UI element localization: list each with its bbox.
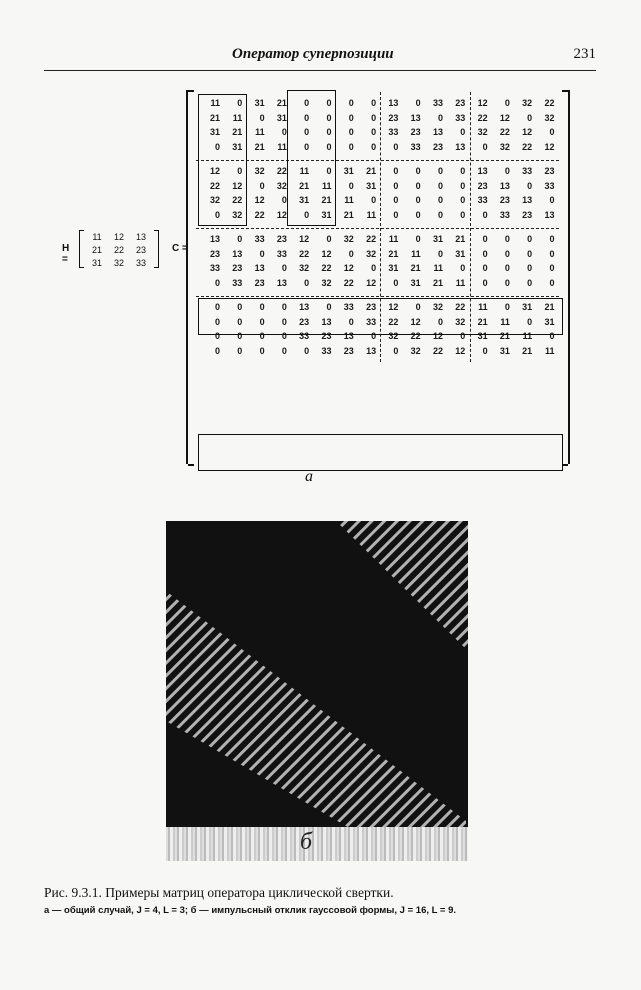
c-matrix-cell: 31	[477, 331, 488, 341]
c-matrix-cell: 13	[410, 112, 421, 123]
c-matrix-cell: 23	[388, 112, 399, 123]
c-matrix-cell: 0	[259, 302, 265, 312]
c-matrix-cell: 0	[504, 277, 510, 288]
c-matrix-cell: 33	[455, 112, 466, 123]
page-number: 231	[573, 46, 596, 62]
c-matrix-cell: 33	[432, 98, 443, 108]
c-matrix-cell: 0	[371, 112, 377, 123]
running-header	[44, 46, 596, 71]
c-matrix-cell: 31	[299, 195, 310, 205]
c-matrix-cell: 13	[209, 234, 220, 244]
c-matrix-cell: 12	[522, 127, 533, 137]
c-matrix-cell: 0	[504, 166, 510, 176]
c-matrix-cell: 21	[432, 277, 443, 288]
c-matrix-cell: 23	[299, 316, 310, 327]
c-matrix-cell: 23	[343, 345, 354, 356]
c-matrix-cell: 0	[304, 112, 310, 123]
c-matrix-cell: 13	[455, 141, 466, 152]
highlight-row-block	[198, 298, 563, 335]
h-matrix-cell: 11	[92, 232, 102, 242]
c-matrix-cell: 32	[209, 195, 220, 205]
c-matrix-cell: 0	[348, 248, 354, 259]
c-matrix-cell: 0	[437, 248, 443, 259]
c-matrix-cell: 0	[415, 98, 421, 108]
c-matrix-cell: 22	[276, 166, 287, 176]
c-matrix-cell: 11	[255, 127, 265, 137]
c-matrix-cell: 12	[366, 277, 377, 288]
c-matrix-cell: 0	[549, 263, 555, 273]
c-matrix-cell: 31	[366, 180, 377, 191]
c-matrix-cell: 0	[326, 302, 332, 312]
c-matrix-cell: 0	[504, 248, 510, 259]
h-matrix-brackets	[79, 230, 159, 268]
c-matrix-cell: 0	[214, 302, 220, 312]
c-matrix-cell: 22	[432, 345, 443, 356]
c-matrix-cell: 12	[410, 316, 421, 327]
c-matrix-cell: 32	[522, 98, 533, 108]
c-matrix-cell: 0	[371, 141, 377, 152]
c-matrix-cell: 0	[482, 263, 488, 273]
c-matrix-cell: 22	[343, 277, 354, 288]
c-matrix-cell: 0	[393, 195, 399, 205]
c-matrix-cell: 22	[388, 316, 399, 327]
c-matrix-cell: 21	[522, 345, 533, 356]
c-matrix-cell: 0	[527, 180, 533, 191]
c-matrix-cell: 21	[232, 127, 243, 137]
c-matrix-cell: 0	[482, 277, 488, 288]
c-matrix-cell: 0	[460, 209, 466, 220]
c-matrix-cell: 23	[455, 98, 466, 108]
block-separator-horizontal	[196, 296, 559, 297]
c-matrix-cell: 0	[437, 209, 443, 220]
c-matrix-cell: 12	[276, 209, 287, 220]
highlight-column-block	[287, 90, 336, 226]
c-matrix-cell: 0	[304, 141, 310, 152]
c-matrix-cell: 12	[254, 195, 265, 205]
c-matrix-cell: 21	[455, 234, 466, 244]
c-matrix-cell: 0	[549, 127, 555, 137]
c-matrix-cell: 0	[326, 234, 332, 244]
c-matrix-cell: 0	[549, 195, 555, 205]
h-matrix-cell: 13	[135, 232, 146, 242]
c-matrix-cell: 0	[371, 127, 377, 137]
c-matrix-cell: 12	[499, 112, 510, 123]
c-matrix-cell: 0	[549, 234, 555, 244]
c-matrix-cell: 11	[500, 316, 510, 327]
c-matrix-cell: 22	[499, 127, 510, 137]
c-matrix-cell: 0	[504, 234, 510, 244]
c-matrix-cell: 0	[460, 166, 466, 176]
c-matrix-cell: 31	[499, 345, 510, 356]
c-matrix-cell: 0	[237, 302, 243, 312]
c-matrix-cell: 0	[348, 316, 354, 327]
c-matrix-cell: 0	[415, 180, 421, 191]
c-matrix-cell: 13	[232, 248, 243, 259]
h-matrix-cell: 23	[135, 245, 146, 255]
c-matrix-cell: 21	[254, 141, 265, 152]
c-matrix-cell: 0	[237, 234, 243, 244]
c-matrix-cell: 23	[432, 141, 443, 152]
c-matrix-cell: 0	[237, 316, 243, 327]
c-matrix-cell: 23	[276, 234, 287, 244]
c-matrix-cell: 0	[482, 345, 488, 356]
c-matrix-cell: 12	[299, 234, 310, 244]
c-matrix-cell: 22	[410, 331, 421, 341]
c-matrix-cell: 0	[371, 331, 377, 341]
c-matrix-cell: 0	[527, 277, 533, 288]
c-matrix-cell: 0	[259, 345, 265, 356]
block-separator-horizontal	[196, 228, 559, 229]
c-matrix-cell: 0	[527, 248, 533, 259]
c-matrix-cell: 33	[388, 127, 399, 137]
diagonal-stripes-graphic	[166, 521, 468, 861]
c-matrix-cell: 21	[321, 195, 332, 205]
c-matrix-cell: 0	[393, 277, 399, 288]
highlight-column-block	[198, 94, 247, 226]
c-matrix-cell: 13	[276, 277, 287, 288]
c-matrix-cell: 0	[415, 195, 421, 205]
c-matrix-cell: 0	[214, 209, 220, 220]
c-matrix-cell: 0	[259, 180, 265, 191]
c-matrix-cell: 23	[321, 331, 332, 341]
c-matrix-cell: 11	[321, 180, 332, 191]
c-matrix-cell: 21	[366, 166, 377, 176]
c-matrix-cell: 0	[504, 98, 510, 108]
c-matrix-cell: 11	[411, 248, 421, 259]
c-matrix-cell: 23	[209, 248, 220, 259]
c-matrix-cell: 0	[371, 263, 377, 273]
h-matrix-cell: 31	[91, 258, 102, 268]
c-matrix-cell: 33	[366, 316, 377, 327]
c-matrix-cell: 0	[527, 316, 533, 327]
c-matrix-cell: 0	[281, 195, 287, 205]
c-matrix-cell: 12	[477, 98, 488, 108]
c-matrix-cell: 0	[415, 209, 421, 220]
c-matrix-cell: 32	[410, 345, 421, 356]
c-matrix-cell: 11	[388, 234, 399, 244]
c-matrix-cell: 33	[522, 166, 533, 176]
c-matrix-cell: 33	[499, 209, 510, 220]
c-matrix-cell: 31	[232, 141, 243, 152]
c-matrix-cell: 0	[214, 277, 220, 288]
c-matrix-cell: 33	[321, 345, 332, 356]
c-matrix-cell: 33	[343, 302, 354, 312]
c-matrix-cell: 23	[366, 302, 377, 312]
block-separator-horizontal	[196, 160, 559, 161]
c-matrix-cell: 23	[477, 180, 488, 191]
c-matrix-cell: 0	[460, 331, 466, 341]
c-matrix-cell: 32	[455, 316, 466, 327]
c-matrix-cell: 21	[299, 180, 310, 191]
c-matrix-cell: 11	[544, 345, 555, 356]
c-matrix-cell: 23	[232, 263, 243, 273]
c-matrix-cell: 21	[499, 331, 510, 341]
c-matrix-cell: 21	[477, 316, 488, 327]
c-matrix-cell: 0	[437, 180, 443, 191]
c-matrix-cell: 31	[254, 98, 265, 108]
c-matrix-cell: 0	[371, 195, 377, 205]
h-matrix-label: H =	[62, 243, 70, 265]
c-matrix-cell: 31	[209, 127, 220, 137]
c-matrix-cell: 0	[527, 263, 533, 273]
running-title: Оператор суперпозиции	[232, 46, 394, 62]
c-matrix-cell: 31	[544, 316, 555, 327]
c-matrix-cell: 0	[237, 345, 243, 356]
c-matrix-cell: 0	[214, 141, 220, 152]
c-matrix-cell: 0	[259, 248, 265, 259]
c-matrix-cell: 23	[522, 209, 533, 220]
c-matrix-cell: 0	[304, 127, 310, 137]
c-matrix-cell: 0	[415, 302, 421, 312]
c-matrix-cell: 0	[259, 316, 265, 327]
c-matrix-cell: 32	[321, 277, 332, 288]
c-matrix-cell: 31	[455, 248, 466, 259]
c-matrix-cell: 23	[254, 277, 265, 288]
c-matrix-cell: 32	[366, 248, 377, 259]
c-matrix-cell: 23	[410, 127, 421, 137]
c-matrix-cell: 0	[214, 316, 220, 327]
c-matrix-cell: 31	[410, 277, 421, 288]
c-matrix-cell: 0	[504, 263, 510, 273]
c-matrix-cell: 33	[544, 180, 555, 191]
c-matrix-cell: 22	[254, 209, 265, 220]
c-matrix-cell: 32	[388, 331, 399, 341]
c-matrix-cell: 0	[304, 98, 310, 108]
c-matrix-cell: 0	[482, 234, 488, 244]
c-matrix-cell: 22	[209, 180, 220, 191]
c-matrix-cell: 13	[254, 263, 265, 273]
c-matrix-cell: 0	[326, 141, 332, 152]
c-matrix-cell: 13	[343, 331, 354, 341]
c-matrix-cell: 22	[232, 195, 243, 205]
c-matrix-cell: 23	[499, 195, 510, 205]
c-matrix-cell: 0	[437, 195, 443, 205]
c-matrix-cell: 11	[433, 263, 443, 273]
c-matrix-cell: 13	[432, 127, 443, 137]
c-matrix-cell: 21	[388, 248, 399, 259]
c-matrix-cell: 0	[527, 112, 533, 123]
figure-caption-detail: a — общий случай, J = 4, L = 3; б — импульсный отклик гауссовой формы, J = 16, L = 9.	[44, 905, 457, 916]
c-matrix-cell: 0	[237, 98, 243, 108]
h-matrix-cell: 12	[113, 232, 124, 242]
c-matrix-cell: 11	[344, 195, 354, 205]
c-matrix-cell: 0	[393, 209, 399, 220]
c-matrix-cell: 0	[281, 302, 287, 312]
c-matrix-cell: 32	[254, 166, 265, 176]
c-matrix-cell: 0	[348, 98, 354, 108]
highlight-row-block	[198, 434, 563, 471]
c-matrix-cell: 12	[544, 141, 555, 152]
c-matrix-cell: 21	[209, 112, 220, 123]
c-matrix-cell: 0	[214, 345, 220, 356]
c-matrix-cell: 31	[321, 209, 332, 220]
c-matrix-cell: 13	[321, 316, 332, 327]
c-matrix-cell: 12	[455, 345, 466, 356]
c-matrix-cell: 22	[366, 234, 377, 244]
c-matrix-cell: 13	[544, 209, 555, 220]
c-matrix-cell: 11	[478, 302, 488, 312]
c-matrix-cell: 0	[259, 112, 265, 123]
c-matrix-cell: 0	[437, 166, 443, 176]
c-matrix-cell: 0	[281, 127, 287, 137]
c-matrix-cell: 0	[326, 112, 332, 123]
c-matrix-cell: 12	[232, 180, 243, 191]
c-matrix-cell: 0	[460, 127, 466, 137]
c-matrix-label: C =	[172, 243, 188, 254]
c-matrix-cell: 0	[214, 331, 220, 341]
c-matrix-cell: 12	[432, 331, 443, 341]
c-matrix-cell: 32	[432, 302, 443, 312]
c-matrix-cell: 0	[460, 180, 466, 191]
figure-caption: Рис. 9.3.1. Примеры матриц оператора циклической свертки.	[44, 885, 394, 900]
c-matrix-cell: 0	[549, 248, 555, 259]
c-matrix-cell: 31	[343, 166, 354, 176]
c-matrix-cell: 0	[281, 316, 287, 327]
c-matrix-cell: 0	[460, 263, 466, 273]
c-matrix-cell: 13	[499, 180, 510, 191]
c-matrix-cell: 33	[254, 234, 265, 244]
c-matrix-cell: 0	[549, 331, 555, 341]
c-matrix-cell: 0	[415, 234, 421, 244]
c-matrix-cell: 33	[410, 141, 421, 152]
c-matrix-cell: 0	[259, 331, 265, 341]
noise-strip	[166, 827, 468, 861]
c-matrix-cell: 22	[455, 302, 466, 312]
c-matrix-cell: 31	[388, 263, 399, 273]
c-matrix-cell: 0	[326, 166, 332, 176]
c-matrix-cell: 22	[477, 112, 488, 123]
c-matrix-cell: 12	[321, 248, 332, 259]
c-matrix-cell: 33	[276, 248, 287, 259]
c-matrix-cell: 22	[522, 141, 533, 152]
c-matrix-cell: 32	[477, 127, 488, 137]
c-matrix-cell: 12	[388, 302, 399, 312]
c-matrix-cell: 32	[299, 263, 310, 273]
subfigure-label-a: a	[305, 468, 313, 485]
c-matrix-cell: 12	[343, 263, 354, 273]
c-matrix-cell: 0	[393, 166, 399, 176]
impulse-response-image	[166, 521, 468, 861]
c-matrix-cell: 11	[277, 141, 287, 152]
c-matrix-cell: 11	[299, 166, 310, 176]
c-matrix-cell: 32	[343, 234, 354, 244]
c-matrix-cell: 11	[522, 331, 533, 341]
c-matrix-cell: 21	[544, 302, 555, 312]
c-matrix-cell: 21	[276, 98, 287, 108]
c-matrix-cell: 12	[209, 166, 220, 176]
c-matrix-cell: 0	[237, 331, 243, 341]
c-matrix-cell: 22	[299, 248, 310, 259]
h-matrix-cell: 33	[135, 258, 146, 268]
c-matrix-cell: 0	[304, 345, 310, 356]
c-matrix-cell: 0	[527, 234, 533, 244]
c-matrix-cell: 0	[326, 127, 332, 137]
c-matrix-cell: 11	[210, 98, 220, 108]
c-matrix-cell: 32	[544, 112, 555, 123]
c-matrix-cell: 0	[281, 345, 287, 356]
c-matrix-cell: 13	[366, 345, 377, 356]
c-matrix-cell: 0	[482, 141, 488, 152]
c-matrix-cell: 11	[455, 277, 466, 288]
c-matrix-cell: 21	[343, 209, 354, 220]
c-matrix-cell: 0	[326, 98, 332, 108]
c-matrix-cell: 31	[432, 234, 443, 244]
c-matrix-cell: 0	[348, 112, 354, 123]
c-matrix-cell: 0	[415, 166, 421, 176]
c-matrix-cell: 32	[232, 209, 243, 220]
c-matrix-cell: 0	[348, 141, 354, 152]
h-matrix-grid	[86, 231, 152, 269]
c-matrix-cell: 32	[499, 141, 510, 152]
c-matrix-cell: 13	[299, 302, 310, 312]
c-matrix-cell: 0	[482, 209, 488, 220]
c-matrix-cell: 0	[348, 127, 354, 137]
c-matrix-cell: 13	[388, 98, 399, 108]
c-matrix-cell: 0	[304, 209, 310, 220]
c-matrix-cell: 0	[281, 331, 287, 341]
c-matrix-cell: 0	[348, 180, 354, 191]
c-matrix-cell: 21	[410, 263, 421, 273]
c-matrix-cell: 23	[544, 166, 555, 176]
c-matrix-cell: 0	[304, 277, 310, 288]
h-matrix-cell: 32	[113, 258, 124, 268]
c-matrix-cell: 33	[209, 263, 220, 273]
c-matrix-cell: 0	[237, 166, 243, 176]
c-matrix-cell: 13	[477, 166, 488, 176]
c-matrix-cell: 11	[366, 209, 377, 220]
c-matrix-cell: 0	[281, 263, 287, 273]
c-matrix-cell: 22	[544, 98, 555, 108]
h-matrix-cell: 21	[91, 245, 102, 255]
c-matrix-cell: 33	[232, 277, 243, 288]
c-matrix-cell: 0	[393, 180, 399, 191]
h-matrix-cell: 22	[113, 245, 124, 255]
c-matrix-cell: 0	[437, 316, 443, 327]
c-matrix-cell: 0	[460, 195, 466, 205]
c-matrix-cell: 0	[437, 112, 443, 123]
c-matrix-cell: 0	[393, 141, 399, 152]
c-matrix-cell: 11	[232, 112, 243, 123]
subfigure-label-b: б	[300, 829, 313, 855]
c-matrix-cell: 0	[482, 248, 488, 259]
c-matrix-cell: 13	[522, 195, 533, 205]
c-matrix-cell: 31	[522, 302, 533, 312]
c-matrix-cell: 0	[549, 277, 555, 288]
c-matrix-cell: 22	[321, 263, 332, 273]
c-matrix-cell: 33	[299, 331, 310, 341]
c-matrix-cell: 0	[371, 98, 377, 108]
c-matrix-cell: 33	[477, 195, 488, 205]
c-matrix-cell: 0	[504, 302, 510, 312]
c-matrix-cell: 31	[276, 112, 287, 123]
c-matrix-cell: 32	[276, 180, 287, 191]
c-matrix-cell: 0	[393, 345, 399, 356]
